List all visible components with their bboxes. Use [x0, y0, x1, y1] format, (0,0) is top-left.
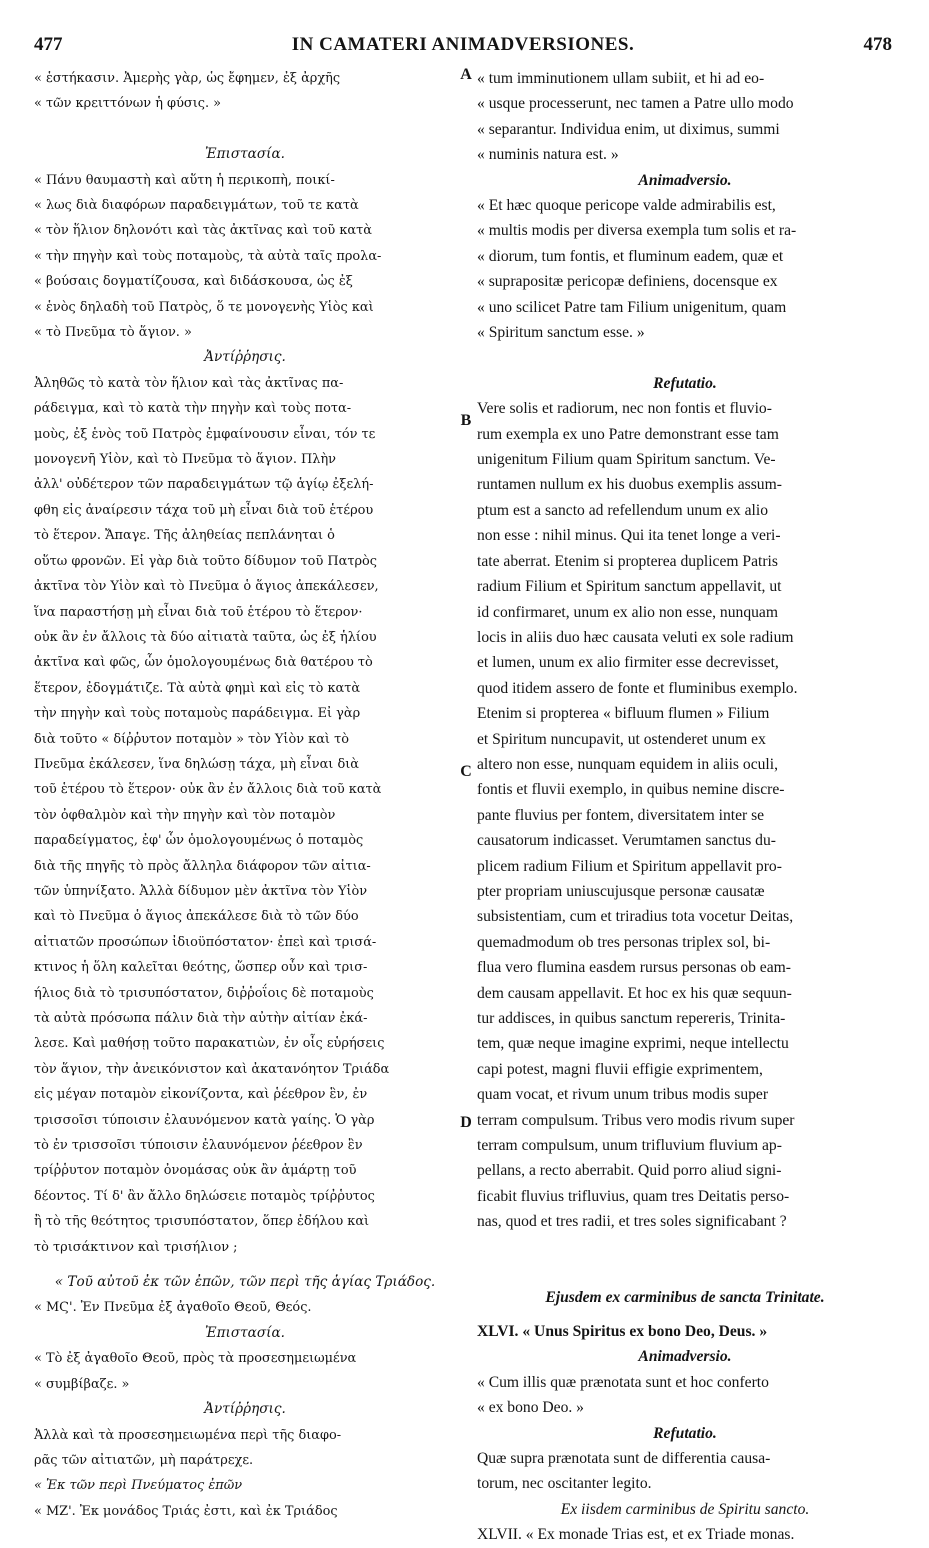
latin-heading-animadversio: Animadversio. [638, 1348, 732, 1366]
latin-paragraph: « tum imminutionem ullam subiit, et hi ad eo- « usque processerunt, nec tamen a Patre ullo modo « separantur. Individua enim, ut diximus, summi « numinis natura est. » [477, 70, 794, 164]
latin-paragraph: « Cum illis quæ prænotata sunt et hoc conferto « ex bono Deo. » [477, 1373, 769, 1417]
greek-paragraph: « Τὸ ἐξ ἀγαθοῖο Θεοῦ, πρὸς τὰ προσεσημειωμένα « συμβίβαζε. » [34, 1351, 357, 1392]
greek-carmen-title: « Ἐκ τῶν περὶ Πνεύματος ἐπῶν [34, 1478, 243, 1494]
latin-verse: XLVI. « Unus Spiritus ex bono Deo, Deus. » [477, 1322, 768, 1340]
greek-verse: « ΜΖ'. Ἐκ μονάδος Τριάς ἐστι, καὶ ἐκ Τριάδος [34, 1503, 338, 1519]
running-title: IN CAMATERI ANIMADVERSIONES. [291, 34, 635, 55]
latin-carmen-title: Ex iisdem carminibus de Spiritu sancto. [560, 1500, 810, 1518]
greek-paragraph: « Πάνυ θαυμαστὴ καὶ αὕτη ἡ περικοπὴ, ποικί- « λως διὰ διαφόρων παραδειγμάτων, τοῦ τε κατὰ « τὸν ἥλιον δηλονότι καὶ τὰς ἀκτῖνας καὶ τοῦ κατὰ « τὴν πηγὴν καὶ τοὺς ποταμοὺς, τὰ αὐτὰ ταῖς προλα- « βούσαις δογματίζουσα, καὶ διδάσκουσα, ὡς ἐξ « ἑνὸς δηλαδὴ τοῦ Πατρὸς, ὅ τε μονογενὴς Υἱὸς καὶ « τὸ Πνεῦμα τὸ ἅγιον. » [34, 172, 382, 341]
greek-heading-antirrhesis: Ἀντίῤῥησις. [204, 349, 286, 366]
greek-heading-antirrhesis: Ἀντίῤῥησις. [204, 1401, 286, 1418]
greek-paragraph: « ἑστήκασιν. Ἀμερὴς γὰρ, ὡς ἔφημεν, ἐξ ἀρχῆς « τῶν κρειττόνων ἡ φύσις. » [34, 71, 341, 112]
latin-paragraph: Vere solis et radiorum, nec non fontis et fluvio- rum exempla ex uno Patre demonstrant esse tam unigenitum Filium quam Spiritum sanctum. Ve- runtamen nullum ex his duobus exemplis assum- ptum est a sancto ad refellendum unum ex alio non esse : nihil minus. Qui ita tenet longe a veri- tate aberrat. Etenim si propterea duplicem Patris radium Filium et Spiritum sanctum appellavit, ut id confirmaret, unum ex alio non esse, nunquam locis in aliis duo hæc causata veluti ex sole radium et lumen, unum ex alio firmiter esse decrevisset, quod itidem assero de fonte et fluminibus exemplo. Etenim si propterea « bifluum flumen » Filium et Spiritum nuncupavit, ut ostenderet unum ex altero non esse, nunquam equidem in aliis oculi, fontis et fluvii exemplo, in quibus nemine discre- pante fluvius per fontem, diversitatem inter se causatorum indicasset. Verumtamen sanctus du- plicem radium Filium et Spiritum appellavit pro- pter propriam uniuscujusque personæ causatæ subsistentiam, cum et triradius tota vocetur Deitas, quemadmodum ob tres personas triplex sol, bi- flua vero flumina easdem rursus personas ob eam- dem causam appellavit. Et hoc ex his quæ sequun- tur addisces, in quibus sanctum repereris, Trinita- tem, quæ neque imagine exprimi, neque intellectu capi potest, magni fluvii effigie exprimentem, quam vocat, et rivum unum tribus modis super terram compulsum. Tribus vero modis rivum super terram compulsum, unum trifluvium fluvium ap- pellans, a recto aberrabit. Quid porro aliud signi- ficabit fluvius trifluvius, quam tres Deitatis perso- nas, quod et tres radii, et tres soles significabant ? [477, 400, 798, 1231]
margin-marker-b: B [460, 412, 472, 429]
greek-heading-epistasia: Ἐπιστασία. [205, 1324, 285, 1341]
latin-heading-refutatio: Refutatio. [653, 374, 717, 392]
page-number-right: 478 [863, 34, 892, 55]
margin-marker-c: C [460, 763, 472, 780]
greek-heading-epistasia: Ἐπιστασία. [205, 146, 285, 163]
latin-paragraph: « Et hæc quoque pericope valde admirabilis est, « multis modis per diversa exempla tum solis et ra- « diorum, tum fontis, et fluminum eadem, quæ et « suprapositæ pericopæ definiens, docensque ex « uno scilicet Patre tam Filium unigenitum, quam « Spiritum sanctum esse. » [477, 197, 797, 342]
greek-verse: « ΜϚ'. Ἐν Πνεῦμα ἐξ ἀγαθοῖο Θεοῦ, Θεός. [34, 1300, 312, 1316]
latin-heading-refutatio: Refutatio. [653, 1424, 717, 1442]
greek-paragraph: Ἀλλὰ καὶ τὰ προσεσημειωμένα περὶ τῆς διαφο- ρᾶς τῶν αἰτιατῶν, μὴ παράτρεχε. [34, 1427, 342, 1468]
running-header [34, 34, 892, 60]
latin-verse: XLVII. « Ex monade Trias est, et ex Triade monas. [477, 1526, 795, 1544]
greek-carmen-title: « Τοῦ αὐτοῦ ἐκ τῶν ἐπῶν, τῶν περὶ τῆς ἁγίας Τριάδος. [54, 1274, 436, 1291]
latin-paragraph: Quæ supra prænotata sunt de differentia causa- torum, nec oscitanter legito. [477, 1449, 771, 1493]
latin-column [477, 66, 893, 1548]
margin-marker-a: A [460, 66, 472, 83]
margin-marker-d: D [460, 1114, 472, 1131]
latin-heading-animadversio: Animadversio. [638, 171, 732, 189]
page-number-left: 477 [34, 34, 63, 55]
latin-carmen-title: Ejusdem ex carminibus de sancta Trinitate. [545, 1289, 825, 1307]
greek-paragraph: Ἀληθῶς τὸ κατὰ τὸν ἥλιον καὶ τὰς ἀκτῖνας πα- ράδειγμα, καὶ τὸ κατὰ τὴν πηγὴν καὶ τοὺς ποτα- μοὺς, ἐξ ἑνὸς τοῦ Πατρὸς ἐμφαίνουσιν εἶναι, τόν τε μονογενῆ Υἱὸν, καὶ τὸ Πνεῦμα τὸ ἅγιον. Πλὴν ἀλλ' οὐδέτερον τῶν παραδειγμάτων τῷ ἁγίῳ ἐξελή- φθη εἰς ἀναίρεσιν τάχα τοῦ μὴ εἶναι διὰ τοῦ ἑτέρου τὸ ἕτερον. Ἄπαγε. Τῆς ἀληθείας πεπλάνηται ὁ οὕτω φρονῶν. Εἰ γὰρ διὰ τοῦτο δίδυμον τοῦ Πατρὸς ἀκτῖνα τὸν Υἱὸν καὶ τὸ Πνεῦμα ὁ ἅγιος ἀπεκάλεσεν, ἵνα παραστήσῃ μὴ εἶναι διὰ τοῦ ἑτέρου τὸ ἕτερον· οὐκ ἂν ἐν ἄλλοις τὰ δύο αἰτιατὰ ταῦτα, ὡς ἐξ ἡλίου ἀκτῖνα καὶ φῶς, ὧν ὁμολογουμένως διὰ θατέρου τὸ ἕτερον, ἐδογμάτιζε. Τὰ αὐτὰ φημὶ καὶ εἰς τὸ κατὰ τὴν πηγὴν καὶ τοὺς ποταμοὺς παράδειγμα. Εἰ γὰρ διὰ τοῦτο « δίῤῥυτον ποταμὸν » τὸν Υἱὸν καὶ τὸ Πνεῦμα ἐκάλεσεν, ἵνα δηλώσῃ τάχα, μὴ εἶναι διὰ τοῦ ἑτέρου τὸ ἕτερον· οὐκ ἂν ἐν ἄλλοις διὰ τοῦ κατὰ τὸν ὀφθαλμὸν καὶ τὴν πηγὴν καὶ τὸν ποταμὸν παραδείγματος, ἐφ' ὧν ὁμολογουμένως ὁ ποταμὸς διὰ τῆς πηγῆς τὸ πρὸς ἄλληλα διάφορον τῶν αἰτια- τῶν ὑπηνίξατο. Ἀλλὰ δίδυμον μὲν ἀκτῖνα τὸν Υἱὸν καὶ τὸ Πνεῦμα ὁ ἅγιος ἀπεκάλεσε διὰ τὸ τῶν δύο αἰτιατῶν προσώπων ἰδιοϋπόστατον· ἐπεὶ καὶ τρισά- κτινος ἡ ὅλη καλεῖται θεότης, ὥσπερ οὖν καὶ τρισ- ήλιος διὰ τὸ τρισυπόστατον, διῤῥοΐοις δὲ ποταμοὺς τὰ αὐτὰ πρόσωπα πάλιν διὰ τὴν αὐτὴν αἰτίαν ἐκά- λεσε. Καὶ μαθήσῃ τοῦτο παρακατιὼν, ἐν οἷς εὑρήσεις τὸν ἅγιον, τὴν ἀνεικόνιστον καὶ ἀκατανόητον Τριάδα εἰς μέγαν ποταμὸν εἰκονίζοντα, καὶ ῥέεθρον ἓν, ἐν τρισσοῖσι τύποισιν ἐλαυνόμενον κατὰ γαίης. Ὁ γὰρ τὸ ἐν τρισσοῖσι τύποισιν ἐλαυνόμενον ῥέεθρον ἓν τρίῤῥυτον ποταμὸν ὀνομάσας οὐκ ἂν ἁμάρτῃ τοῦ δέοντος. Τί δ' ἂν ἄλλο δηλώσειε ποταμὸς τρίῤῥυτος ἢ τὸ τῆς θεότητος τρισυπόστατον, ὅπερ ἐδήλου καὶ τὸ τρισάκτινον καὶ τρισήλιον ; [34, 375, 390, 1255]
greek-column [34, 66, 456, 1524]
